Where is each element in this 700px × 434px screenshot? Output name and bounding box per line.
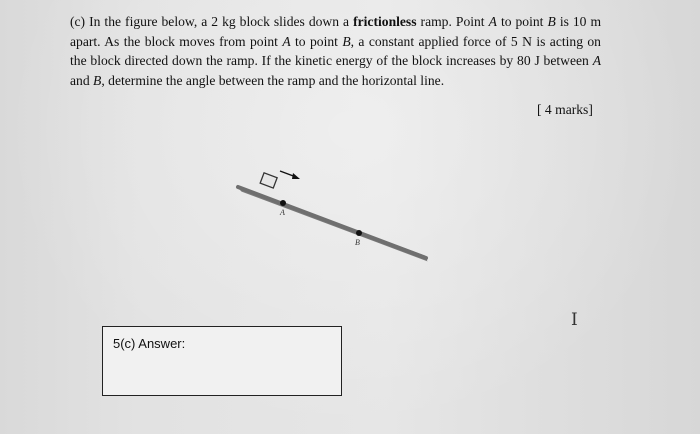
block	[260, 173, 277, 188]
point-b-label: B	[355, 238, 360, 247]
question-segment: , a constant applied force of 5 N is acting on the block directed down the ramp. If the kinetic energy of the block increases by 80 J between	[70, 33, 601, 68]
question-segment: ramp. Point	[420, 14, 485, 29]
question-segment: to point	[500, 14, 544, 29]
question-segment: is 10 m apart. As the block moves from point	[70, 14, 602, 49]
ramp-figure	[230, 165, 440, 270]
point-a-ref: A	[488, 14, 497, 29]
question-text	[70, 12, 601, 90]
point-b-ref: B	[342, 33, 351, 49]
point-a-dot	[280, 200, 286, 206]
marks-label: [ 4 marks]	[537, 102, 593, 117]
answer-box[interactable]	[102, 326, 342, 396]
point-a-ref: A	[592, 53, 601, 68]
question-segment: In the figure below, a 2 kg block slides down a	[89, 14, 350, 29]
answer-label: 5(c) Answer:	[113, 336, 186, 351]
force-arrow-head	[292, 173, 300, 179]
question-segment: to point	[295, 33, 338, 49]
point-b-dot	[356, 230, 362, 236]
question-segment: , determine the angle between the ramp and the horizontal line.	[101, 72, 445, 88]
question-part-label: (c)	[70, 14, 86, 29]
ramp-edge	[238, 187, 426, 258]
question-segment: and	[70, 72, 90, 88]
text-cursor-icon: I	[571, 310, 578, 330]
point-b-ref: B	[547, 14, 556, 29]
question-emphasis: frictionless	[353, 14, 417, 29]
point-a-label: A	[280, 208, 285, 217]
point-a-ref: A	[282, 33, 291, 49]
point-b-ref: B	[93, 72, 102, 88]
